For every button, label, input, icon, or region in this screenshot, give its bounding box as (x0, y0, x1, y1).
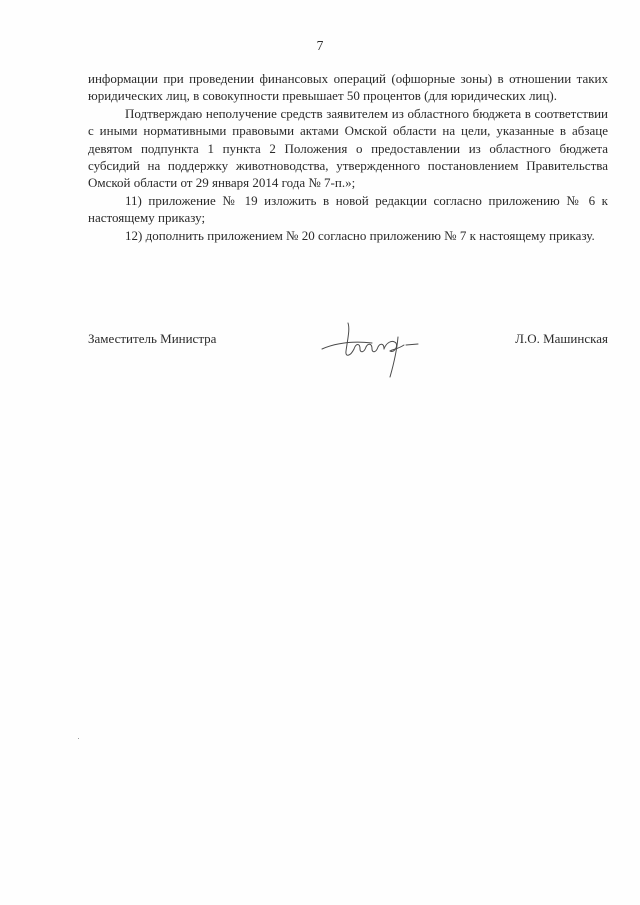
signature-block (88, 331, 608, 391)
scan-artifact (78, 738, 79, 739)
paragraph-item-11: 11) приложение № 19 изложить в новой редакции согласно приложению № 6 к настоящему приказу; (88, 192, 608, 226)
handwritten-signature (314, 313, 434, 383)
paragraph-item-12: 12) дополнить приложением № 20 согласно приложению № 7 к настоящему приказу. (125, 227, 595, 243)
signatory-name: Л.О. Машинская (515, 331, 608, 346)
page-number: 7 (316, 38, 324, 53)
paragraph-confirmation: Подтверждаю неполучение средств заявителем из областного бюджета в соответствии с иными нормативными правовыми актами Омской области на цели, указанные в абзаце девятом подпункта 1 пункта 2 Положения о предоставлении из областного бюджета субсидий на поддержку животноводства, утвержденного постановлением Правительства Омской области от 29 января 2014 года № 7-п.»; (88, 105, 608, 191)
document-body (88, 70, 608, 244)
signatory-position: Заместитель Министра (88, 331, 217, 346)
paragraph-continuation: информации при проведении финансовых операций (офшорные зоны) в отношении таких юридических лиц, в совокупности превышает 50 процентов (для юридических лиц). (88, 71, 608, 104)
